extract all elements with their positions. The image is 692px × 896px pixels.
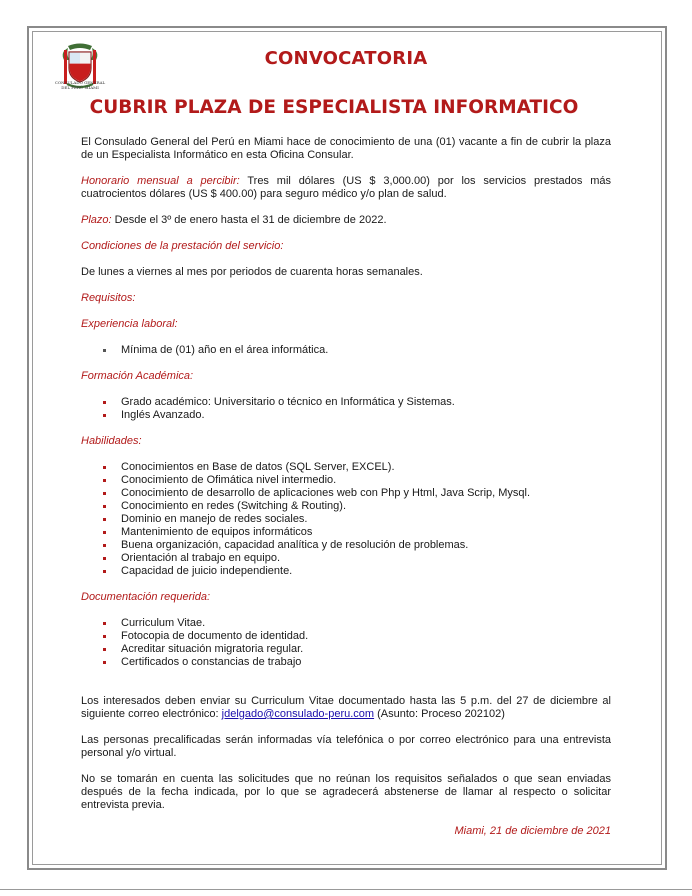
emblem-caption: CONSULADO GENERAL DEL PERÚ MIAMI — [54, 80, 106, 90]
documentacion-list — [81, 617, 611, 669]
email-link[interactable]: jdelgado@consulado-peru.com — [221, 708, 375, 720]
list-item: Dominio en manejo de redes sociales. — [103, 513, 611, 526]
envio-text-before: Los interesados deben enviar su Curriculum Vitae documentado hasta las 5 p.m. del 27 de diciembre al siguiente correo electrónico: — [81, 695, 611, 720]
condiciones-text: De lunes a viernes al mes por periodos de cuarenta horas semanales. — [81, 266, 423, 278]
honorario-label: Honorario mensual a percibir: — [81, 175, 240, 187]
list-item: Conocimientos en Base de datos (SQL Server, EXCEL). — [103, 461, 611, 474]
list-item: Buena organización, capacidad analítica y de resolución de problemas. — [103, 539, 611, 552]
documentacion-heading: Documentación requerida: — [81, 591, 211, 603]
signature-date: Miami, 21 de diciembre de 2021 — [454, 825, 611, 837]
list-item: Mínima de (01) año en el área informática. — [103, 344, 611, 357]
envio-paragraph — [81, 695, 611, 721]
list-item: Mantenimiento de equipos informáticos — [103, 526, 611, 539]
plazo-paragraph — [81, 214, 611, 227]
formacion-heading: Formación Académica: — [81, 370, 194, 382]
list-item: Capacidad de juicio independiente. — [103, 565, 611, 578]
document-body — [81, 136, 611, 838]
habilidades-heading: Habilidades: — [81, 435, 142, 447]
list-item: Grado académico: Universitario o técnico en Informática y Sistemas. — [103, 396, 611, 409]
list-item: Conocimiento de Ofimática nivel intermedio. — [103, 474, 611, 487]
condiciones-heading: Condiciones de la prestación del servicio: — [81, 240, 284, 252]
document-subtitle: CUBRIR PLAZA DE ESPECIALISTA INFORMATICO — [89, 97, 579, 118]
bottom-divider — [0, 889, 692, 890]
list-item: Fotocopia de documento de identidad. — [103, 630, 611, 643]
list-item: Orientación al trabajo en equipo. — [103, 552, 611, 565]
experiencia-heading: Experiencia laboral: — [81, 318, 178, 330]
experiencia-list — [81, 344, 611, 357]
plazo-label: Plazo: — [81, 214, 112, 226]
list-item: Conocimiento de desarrollo de aplicaciones web con Php y Html, Java Scrip, Mysql. — [103, 487, 611, 500]
formacion-list — [81, 396, 611, 422]
list-item: Curriculum Vitae. — [103, 617, 611, 630]
envio-text-after: (Asunto: Proceso 202102) — [374, 708, 505, 720]
plazo-text: Desde el 3º de enero hasta el 31 de diciembre de 2022. — [111, 214, 387, 226]
aviso-paragraph: No se tomarán en cuenta las solicitudes que no reúnan los requisitos señalados o que sean enviadas después de la fecha indicada, por lo que se agradecerá abstenerse de llamar al respecto o solicitar entrevista previa. — [81, 773, 611, 811]
document-title: CONVOCATORIA — [264, 48, 428, 69]
honorario-paragraph — [81, 175, 611, 201]
habilidades-list — [81, 461, 611, 578]
list-item: Certificados o constancias de trabajo — [103, 656, 611, 669]
honorario-text: Tres mil dólares (US $ 3,000.00) por los servicios prestados más cuatrocientos dólares (US $ 400.00) para seguro médico y/o plan de salud. — [81, 175, 611, 200]
list-item: Inglés Avanzado. — [103, 409, 611, 422]
list-item: Conocimiento en redes (Switching & Routing). — [103, 500, 611, 513]
precalificadas-paragraph: Las personas precalificadas serán informadas vía telefónica o por correo electrónico para una entrevista personal y/o virtual. — [81, 734, 611, 759]
list-item: Acreditar situación migratoria regular. — [103, 643, 611, 656]
intro-paragraph: El Consulado General del Perú en Miami hace de conocimiento de una (01) vacante a fin de cubrir la plaza de un Especialista Informático en esta Oficina Consular. — [81, 136, 611, 161]
requisitos-heading: Requisitos: — [81, 292, 136, 304]
